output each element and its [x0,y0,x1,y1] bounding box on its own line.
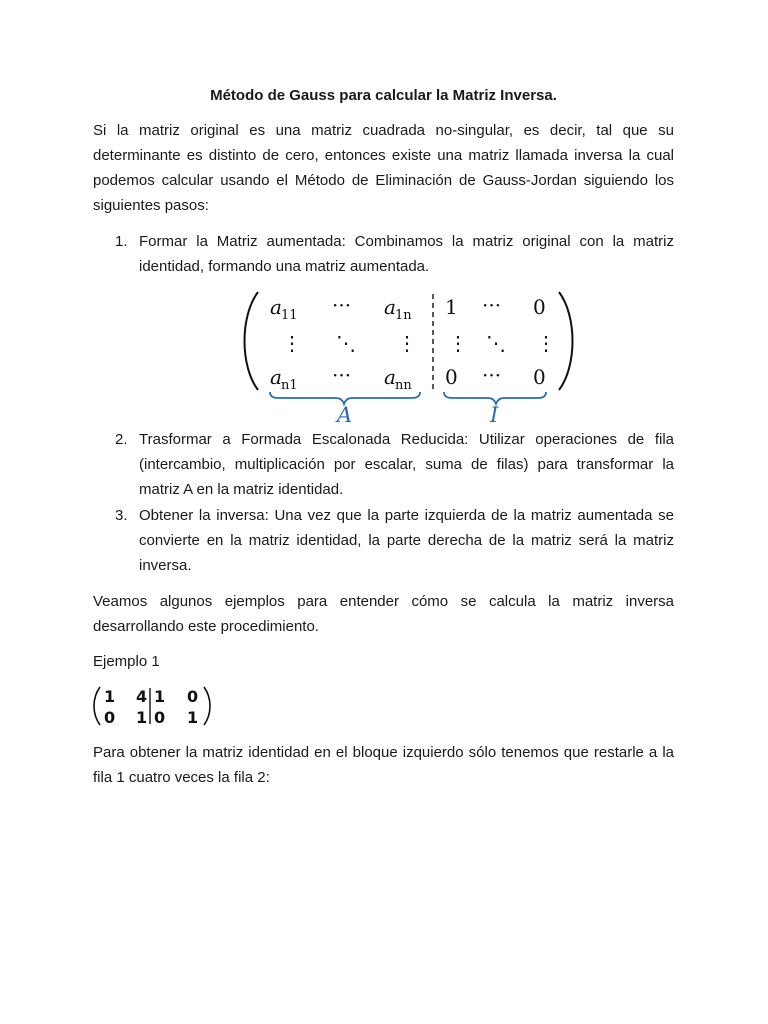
entry-zero: 0 [445,365,458,389]
entry-dots: ··· [332,363,352,387]
cell: 1 [154,687,166,706]
entry-zero: 0 [533,295,546,319]
entry-sub: n1 [281,378,298,393]
cell: 0 [154,708,166,727]
step-number: 3. [115,507,128,524]
example-label: Ejemplo 1 [93,653,160,670]
entry-dots: ··· [332,293,352,317]
label-i: I [490,403,499,426]
entry-a: a [270,365,282,389]
entry-a: a [384,295,396,319]
entry-a: a [384,365,396,389]
after-example-paragraph: Para obtener la matriz identidad en el bloque izquierdo sólo tenemos que restarle a la fila 1 cuatro veces la fila 2: [93,744,674,786]
cell: 0 [187,687,199,706]
entry-sub: 11 [281,308,298,323]
cell: 0 [104,708,116,727]
entry-vdots: ⋮ [448,331,468,355]
left-paren [94,687,100,725]
entry-ddots: ⋱ [336,331,356,355]
entry-one: 1 [445,295,458,319]
right-paren [204,687,210,725]
cell: 1 [136,708,148,727]
document-title: Método de Gauss para calcular la Matriz Inversa. [210,87,557,104]
step-text: Trasformar a Formada Escalonada Reducida: Utilizar operaciones de fila (intercambio, multiplicación por escalar, suma de filas) para transformar la matriz A en la matriz identidad. [139,431,674,498]
step-number: 2. [115,431,128,448]
entry-a: a [270,295,282,319]
left-paren [245,292,259,390]
intro-paragraph: Si la matriz original es una matriz cuadrada no-singular, es decir, tal que su determinante es distinto de cero, entonces existe una matriz llamada inversa la cual podemos calcular usando el Método de Eliminación de Gauss-Jordan siguiendo los siguientes pasos: [93,122,674,214]
augmented-matrix-figure [236,286,581,426]
step-number: 1. [115,233,128,250]
entry-dots: ··· [482,363,502,387]
cell: 4 [136,687,148,706]
entry-zero: 0 [533,365,546,389]
label-a: A [337,403,353,426]
entry-sub: nn [395,378,412,393]
outro-paragraph: Veamos algunos ejemplos para entender cómo se calcula la matriz inversa desarrollando este procedimiento. [93,593,674,635]
entry-vdots: ⋮ [397,331,417,355]
right-paren [559,292,573,390]
entry-vdots: ⋮ [282,331,302,355]
example-matrix [91,684,221,728]
cell: 1 [104,687,116,706]
cell: 1 [187,708,199,727]
entry-dots: ··· [482,293,502,317]
entry-sub: 1n [395,308,412,323]
step-text: Formar la Matriz aumentada: Combinamos la matriz original con la matriz identidad, formando una matriz aumentada. [139,233,674,275]
entry-vdots: ⋮ [536,331,556,355]
step-text: Obtener la inversa: Una vez que la parte izquierda de la matriz aumentada se convierte en la matriz identidad, la parte derecha de la matriz será la matriz inversa. [139,507,674,574]
entry-ddots: ⋱ [486,331,506,355]
